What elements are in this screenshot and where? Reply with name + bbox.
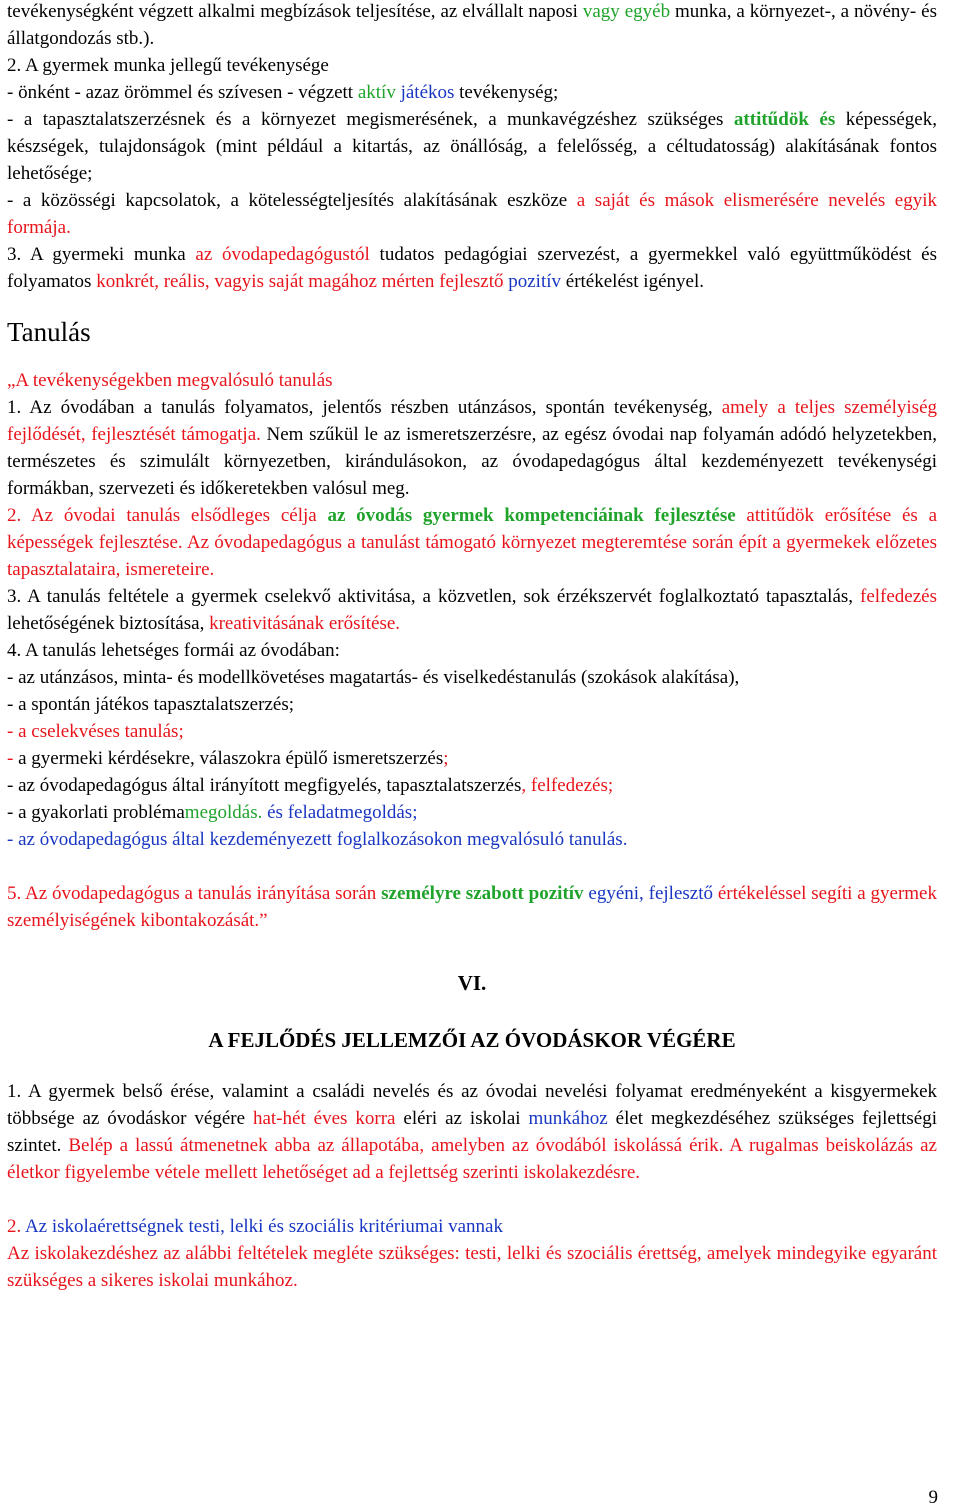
section-number: VI.: [457, 971, 487, 995]
paragraph-learning-forms: 4. A tanulás lehetséges formái az óvodában: - az utánzásos, minta- és modellkövetéses magatartás- és viselkedéstanulás (szokások alakítása), - a spontán játékos tapasztalatszerzés; - a cselekvéses tanulás; - a gyermeki kérdésekre, válaszokra épülő ismeretszerzés; - az óvodapedagógus által irányított megfigyelés, tapasztalatszerzés, felfedezés; - a gyakorlati problémamegoldás. és feladatmegoldás; - az óvodapedagógus által kezdeményezett foglalkozásokon megvalósuló tanulás.: [7, 640, 740, 850]
page-number: 9: [928, 1487, 938, 1508]
paragraph-learning-2: 2. Az óvodai tanulás elsődleges célja az óvodás gyermek kompetenciáinak fejlesztése attitűdök erősítése és a képességek fejlesztése. Az óvodapedagógus a tanulást támogató környezet megteremtése során épít a gyermekek előzetes tapasztalataira, ismereteire.: [7, 505, 938, 580]
paragraph-learning-1: 1. Az óvodában a tanulás folyamatos, jelentős részben utánzásos, spontán tevékenység, amely a teljes személyiség fejlődését, fejlesztését támogatja. Nem szűkül le az ismeretszerzésre, az egész óvodai nap folyamán adódó helyzetekben, természetes és szimulált környezetben, kirándulásokon, az óvodapedagógus által kezdeményezett tevékenységi formákban, szervezeti és időkeretekben valósul meg.: [7, 397, 938, 499]
list-item: - a cselekvéses tanulás;: [7, 721, 184, 742]
list-item: - az óvodapedagógus által kezdeményezett foglalkozásokon megvalósuló tanulás.: [7, 829, 628, 850]
document-page: [7, 0, 937, 1294]
paragraph-work-pedagogy: 3. A gyermeki munka az óvodapedagógustól tudatos pedagógiai szervezést, a gyermekkel való együttműködést és folyamatos konkrét, reális, vagyis saját magához mérten fejlesztő pozitív értékelést igényel.: [7, 244, 937, 292]
paragraph-learning-5: 5. Az óvodapedagógus a tanulás irányítása során személyre szabott pozitív egyéni, fejlesztő értékeléssel segíti a gyermek személyiségének kibontakozását.”: [7, 883, 937, 931]
section-title: A FEJLŐDÉS JELLEMZŐI AZ ÓVODÁSKOR VÉGÉRE: [208, 1028, 736, 1052]
list-item: - a spontán játékos tapasztalatszerzés;: [7, 694, 294, 715]
heading-tanulas: Tanulás: [7, 317, 91, 347]
paragraph-work-examples: tevékenységként végzett alkalmi megbízások teljesítése, az elvállalt naposi vagy egyéb munka, a környezet-, a növény- és állatgondozás stb.).: [7, 1, 937, 49]
quote-title: „A tevékenységekben megvalósuló tanulás: [7, 370, 333, 391]
paragraph-work-character: 2. A gyermek munka jellegű tevékenysége - önként - azaz örömmel és szívesen - végzett aktív játékos tevékenység; - a tapasztalatszerzésnek és a környezet megismerésének, a munkavégzéshez szükséges attitűdök és képességek, készségek, tulajdonságok (mint például a kitartás, az önállóság, a felelősség, a céltudatosság) alakításának fontos lehetősége; - a közösségi kapcsolatok, a kötelességteljesítés alakításának eszköze a saját és mások elismerésére nevelés egyik formája.: [7, 55, 937, 238]
list-item: - az utánzásos, minta- és modellkövetéses magatartás- és viselkedéstanulás (szokások alakítása),: [7, 667, 740, 688]
paragraph-development-1: 1. A gyermek belső érése, valamint a családi nevelés és az óvodai nevelési folyamat eredményeként a kisgyermekek többsége az óvodáskor végére hat-hét éves korra eléri az iskolai munkához élet megkezdéséhez szükséges fejlettségi szintet. Belép a lassú átmenetnek abba az állapotába, amelyben az óvodából iskolássá érik. A rugalmas beiskolázás az életkor figyelembe vétele mellett lehetőséget ad a fejlettség szerinti iskolakezdésre.: [7, 1081, 937, 1183]
paragraph-learning-3: 3. A tanulás feltétele a gyermek cselekvő aktivitása, a közvetlen, sok érzékszervét foglalkoztató tapasztalás, felfedezés lehetőségének biztosítása, kreativitásának erősítése.: [7, 586, 937, 634]
paragraph-development-2: 2. Az iskolaérettségnek testi, lelki és szociális kritériumai vannak Az iskolakezdéshez az alábbi feltételek megléte szükséges: testi, lelki és szociális érettség, amelyek mindegyike egyaránt szükséges a sikeres iskolai munkához.: [7, 1216, 937, 1291]
